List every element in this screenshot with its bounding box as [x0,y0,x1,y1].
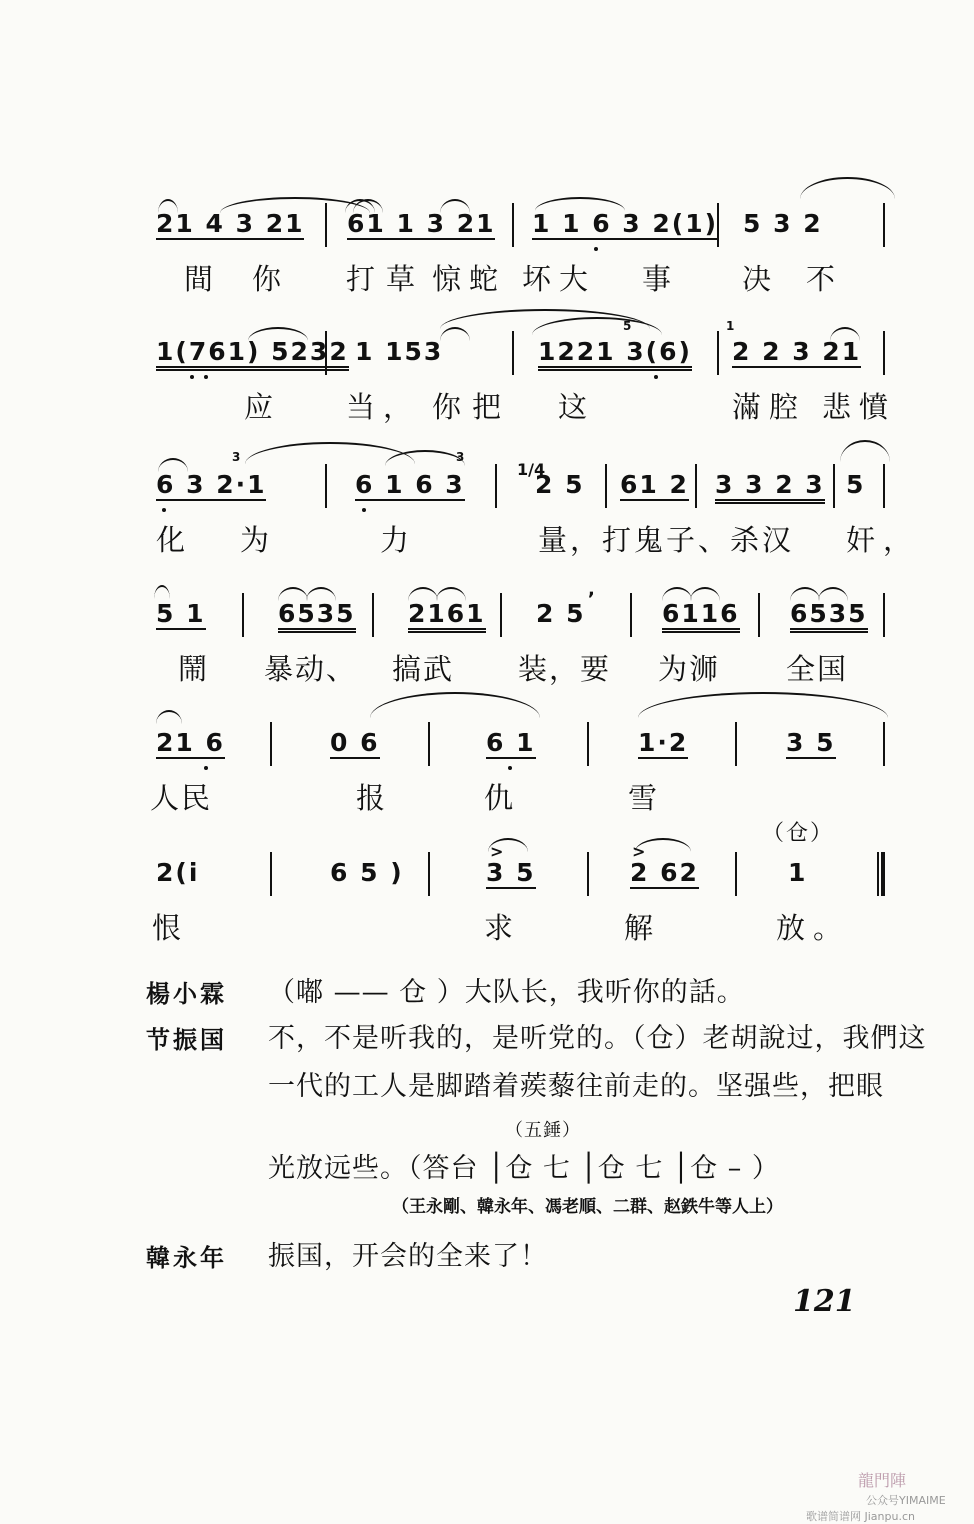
measure-4: 5 3 2 [743,209,823,238]
lyric: 为浉 [658,652,721,686]
lyric: 搞武 [392,652,455,686]
lyric: 不 [806,262,844,296]
lyric: 力 [380,523,418,557]
octave-dot [508,766,512,770]
measure-5: 6116 [662,599,740,633]
lyric: 这 [558,390,596,424]
lyric: 你 [432,390,470,424]
measure-6: 5 [846,470,866,499]
octave-dot [204,766,208,770]
measure-1: 6 3 2·1 [156,470,267,499]
percussion-label: （五錘） [505,1120,581,1141]
measure-1: 21 6 [156,728,225,757]
accent-mark: > [490,842,504,861]
measure-2: 61 1 3 21 [347,209,496,238]
measure-4: 1·2 [638,728,689,757]
lyric: 决 [742,262,780,296]
speaker-name: 韓永年 [146,1243,227,1272]
lyric: 奸， [846,523,921,557]
lyric: 間 [184,262,222,296]
time-signature: 1/4 [517,460,546,479]
speaker-name: 楊小霖 [146,979,227,1008]
watermark-line1: 公众号YIMAIME [866,1494,946,1507]
measure-5: 1 [788,858,808,887]
accent-mark: > [632,842,646,861]
measure-6: 6535 [790,599,868,633]
lyric: 草 [386,262,424,296]
lyric: 暴动、 [264,652,358,686]
measure-3: 1 1 6 3 2(1) [532,209,719,238]
lyric: 悲憤 [822,390,897,424]
lyric: 惊蛇 [432,262,507,296]
speech-line: （嘟 —— 仓 ）大队长，我听你的話。 [268,977,745,1008]
measure-1: 1(761) 5232 [156,337,349,371]
grace-note: 5 [623,319,632,333]
lyric: 仇 [484,781,522,815]
octave-dot [654,375,658,379]
stage-direction: （王永剛、韓永年、馮老順、二群、赵鉄牛等人上） [392,1197,783,1217]
lyric: 装，要 [518,652,612,686]
measure-4: 2 62 [630,858,699,887]
lyric: 滿腔 [732,390,807,424]
page-number: 121 [793,1284,856,1319]
octave-dot [190,375,194,379]
lyric: 打 [346,262,384,296]
lyric: 应 [244,390,282,424]
measure-2: 6535 [278,599,356,633]
percussion-annotation: （仓） [762,821,835,846]
speech-line: 光放远些。（答台 │仓 七 │仓 七 │仓 – ） [268,1153,780,1184]
lyric: 雪 [628,781,666,815]
measure-1: 5 1 [156,599,206,628]
watermark-logo: 龍門陣 [858,1471,907,1490]
measure-5: 3 3 2 3 [715,470,825,504]
speech-line: 一代的工人是脚踏着蒺藜往前走的。坚强些，把眼 [268,1071,884,1102]
speech-line: 不，不是听我的，是听党的。（仓）老胡說过，我們这 [268,1023,927,1054]
measure-4: 2 5 [536,599,586,628]
lyric: 全国 [786,652,849,686]
measure-4: 2 2 3 21 [732,337,862,366]
lyric: 鬧 [178,652,216,686]
measure-5: 3 5 [786,728,836,757]
lyric: 求 [484,911,522,945]
measure-3: 2 5 [535,470,585,499]
lyric: 你 [252,262,290,296]
octave-dot [594,247,598,251]
octave-dot [362,508,366,512]
grace-note: 1 [726,319,735,333]
measure-2: 6 5 ) [330,858,404,887]
grace-note: 3 [456,450,465,464]
measure-2: 6 1 6 3 [355,470,465,499]
lyric: 坏大 [522,262,597,296]
measure-2: 1 153 [355,337,444,366]
lyric: 报 [356,781,394,815]
grace-note: 3 [232,450,241,464]
lyric: 当， [346,390,421,424]
lyric: 放。 [776,911,851,945]
lyric: 量，打鬼子、杀汉 [538,523,795,557]
measure-3: 2161 [408,599,486,633]
lyric: 恨 [152,911,190,945]
measure-3: 1221 3(6) [538,337,692,371]
lyric: 为 [240,523,278,557]
lyric: 解 [624,911,662,945]
measure-3: 3 5 [486,858,536,887]
lyric: 人民 [150,781,213,815]
breath-mark: , [588,579,595,600]
measure-1: 2(i [156,858,200,887]
lyric: 事 [642,262,680,296]
watermark-line2: 歌谱简谱网 Jianpu.cn [806,1510,915,1523]
lyric: 把 [472,390,510,424]
measure-4: 61 2 [620,470,689,499]
measure-3: 6 1 [486,728,536,757]
speaker-name: 节振国 [146,1025,227,1054]
speech-line: 振国，开会的全来了！ [268,1241,548,1272]
lyric: 化 [156,523,194,557]
measure-2: 0 6 [330,728,380,757]
octave-dot [204,375,208,379]
octave-dot [162,508,166,512]
measure-1: 21 4 3 21 [156,209,305,238]
